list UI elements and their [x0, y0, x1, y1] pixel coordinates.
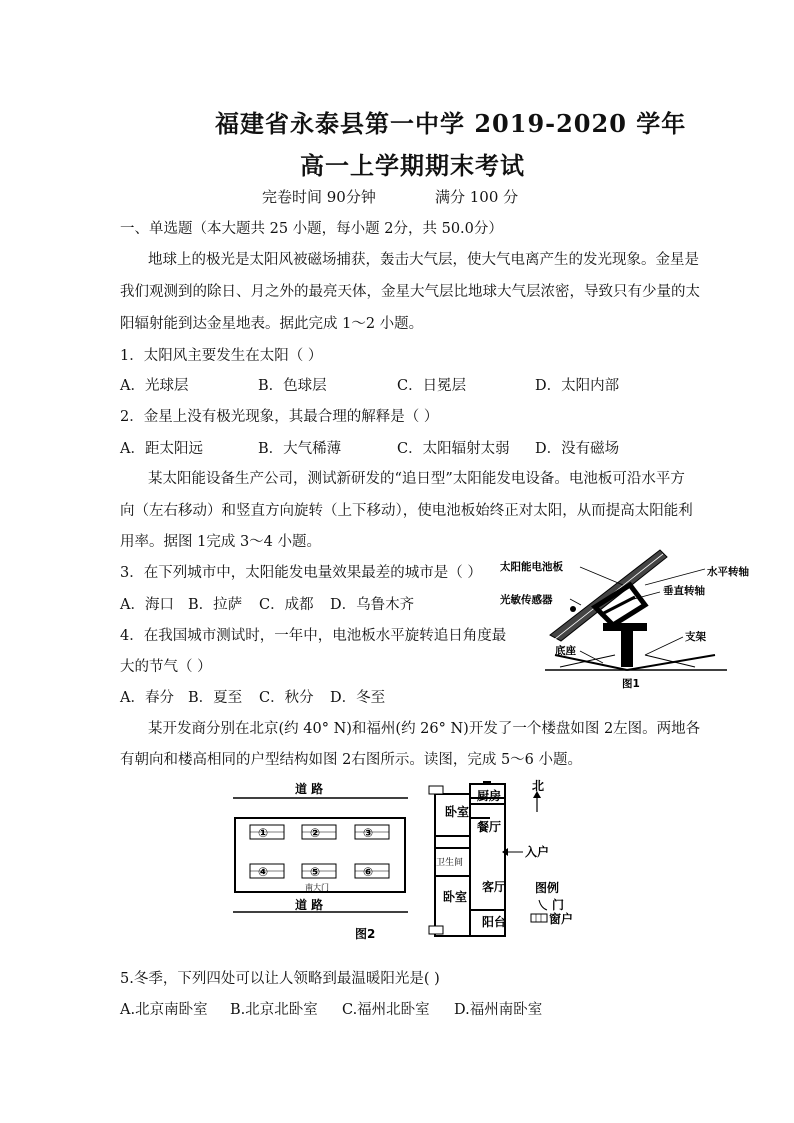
q1-option-d: D．太阳内部: [535, 378, 620, 394]
q5-stem: 5.冬季，下列四处可以让人领略到最温暖阳光是( ): [120, 971, 440, 987]
room-bedroom-north: 卧室: [445, 805, 470, 819]
q5-option-a: A.北京南卧室: [120, 1002, 208, 1018]
label-horizontal-axis: 水平转轴: [707, 566, 749, 578]
road-top: 道 路: [295, 782, 324, 796]
exam-time: 完卷时间 90分钟: [262, 188, 376, 206]
passage1-line1: 地球上的极光是太阳风被磁场捕获，轰击大气层，使大气电离产生的发光现象。金星是: [148, 252, 699, 268]
passage3-line1: 某开发商分别在北京(约 40° N)和福州(约 26° N)开发了一个楼盘如图 2左图。两地各: [148, 721, 701, 737]
passage1-line2: 我们观测到的除日、月之外的最亮天体，金星大气层比地球大气层浓密，导致只有少量的太: [120, 284, 700, 300]
svg-text:⑥: ⑥: [363, 865, 374, 879]
q3-option-b: B．拉萨: [188, 597, 243, 613]
q5-option-b: B.北京北卧室: [230, 1002, 318, 1018]
passage1-line3: 阳辐射能到达金星地表。据此完成 1～2 小题。: [120, 316, 424, 332]
room-bedroom-south: 卧室: [443, 890, 468, 904]
q2-option-b: B．大气稀薄: [258, 441, 342, 457]
q2-option-c: C．太阳辐射太弱: [397, 441, 510, 457]
label-base: 底座: [555, 645, 576, 657]
label-vertical-axis: 垂直转轴: [663, 585, 705, 597]
q2-option-d: D．没有磁场: [535, 441, 620, 457]
q2-stem: 2．金星上没有极光现象，其最合理的解释是（ ）: [120, 409, 439, 425]
svg-text:②: ②: [310, 826, 321, 840]
label-panel: 太阳能电池板: [500, 561, 563, 573]
q2-option-a: A．距太阳远: [120, 441, 203, 457]
label-sensor: 光敏传感器: [500, 594, 553, 606]
figure2-housing: [225, 776, 605, 946]
figure2-caption: 图2: [355, 927, 376, 941]
figure1-caption: 图1: [622, 678, 640, 690]
q1-stem: 1．太阳风主要发生在太阳（ ）: [120, 348, 323, 364]
entrance-label: 入户: [525, 845, 550, 859]
exam-score: 满分 100 分: [435, 188, 519, 206]
q4-option-c: C．秋分: [259, 690, 314, 706]
building-1: [250, 825, 284, 840]
legend-title: 图例: [535, 881, 560, 895]
q3-option-c: C．成都: [259, 597, 314, 613]
q5-option-c: C.福州北卧室: [342, 1002, 430, 1018]
svg-text:④: ④: [258, 865, 269, 879]
legend-door: 门: [552, 898, 565, 912]
passage2-line2: 向（左右移动）和竖直方向旋转（上下移动），使电池板始终正对太阳，从而提高太阳能利: [120, 503, 693, 519]
passage3-line2: 有朝向和楼高相同的户型结构如图 2右图所示。读图，完成 5～6 小题。: [120, 752, 583, 768]
building-3: [355, 825, 389, 840]
north-arrow: 北: [532, 779, 545, 793]
q1-option-a: A．光球层: [120, 378, 189, 394]
room-living: 客厅: [482, 880, 507, 894]
room-balcony: 阳台: [482, 915, 507, 929]
building-4: [250, 864, 284, 879]
q3-option-d: D．乌鲁木齐: [330, 597, 415, 613]
q3-stem: 3．在下列城市中，太阳能发电量效果最差的城市是（ ）: [120, 565, 482, 581]
svg-text:⑤: ⑤: [310, 865, 321, 879]
section-heading: 一、单选题（本大题共 25 小题，每小题 2分，共 50.0分）: [120, 221, 503, 237]
room-toilet: 卫生间: [436, 858, 464, 868]
q5-option-d: D.福州南卧室: [454, 1002, 543, 1018]
q1-option-b: B．色球层: [258, 378, 327, 394]
q4-option-b: B．夏至: [188, 690, 243, 706]
svg-text:①: ①: [258, 826, 269, 840]
building-5: [302, 864, 336, 879]
title-line1: 福建省永泰县第一中学 2019-2020 学年: [215, 109, 687, 138]
q4-option-d: D．冬至: [330, 690, 386, 706]
room-kitchen: 厨房: [477, 789, 502, 803]
south-gate: 南大门: [305, 883, 329, 892]
building-2: [302, 825, 336, 840]
building-6: [355, 864, 389, 879]
svg-text:③: ③: [363, 826, 374, 840]
q4-stem-line1: 4．在我国城市测试时，一年中，电池板水平旋转追日角度最: [120, 628, 507, 644]
q3-option-a: A．海口: [120, 597, 174, 613]
road-bottom: 道 路: [295, 898, 324, 912]
room-dining: 餐厅: [477, 820, 502, 834]
passage2-line3: 用率。据图 1完成 3～4 小题。: [120, 534, 322, 550]
q4-option-a: A．春分: [120, 690, 174, 706]
q4-stem-line2: 大的节气（ ）: [120, 659, 212, 675]
passage2-line1: 某太阳能设备生产公司，测试新研发的“追日型”太阳能发电设备。电池板可沿水平方: [148, 471, 685, 487]
label-support: 支架: [685, 631, 706, 643]
legend-window: 窗户: [549, 912, 574, 926]
title-line2: 高一上学期期末考试: [300, 151, 525, 180]
q1-option-c: C．日冕层: [397, 378, 467, 394]
figure1-solar-tracker: [495, 545, 785, 695]
